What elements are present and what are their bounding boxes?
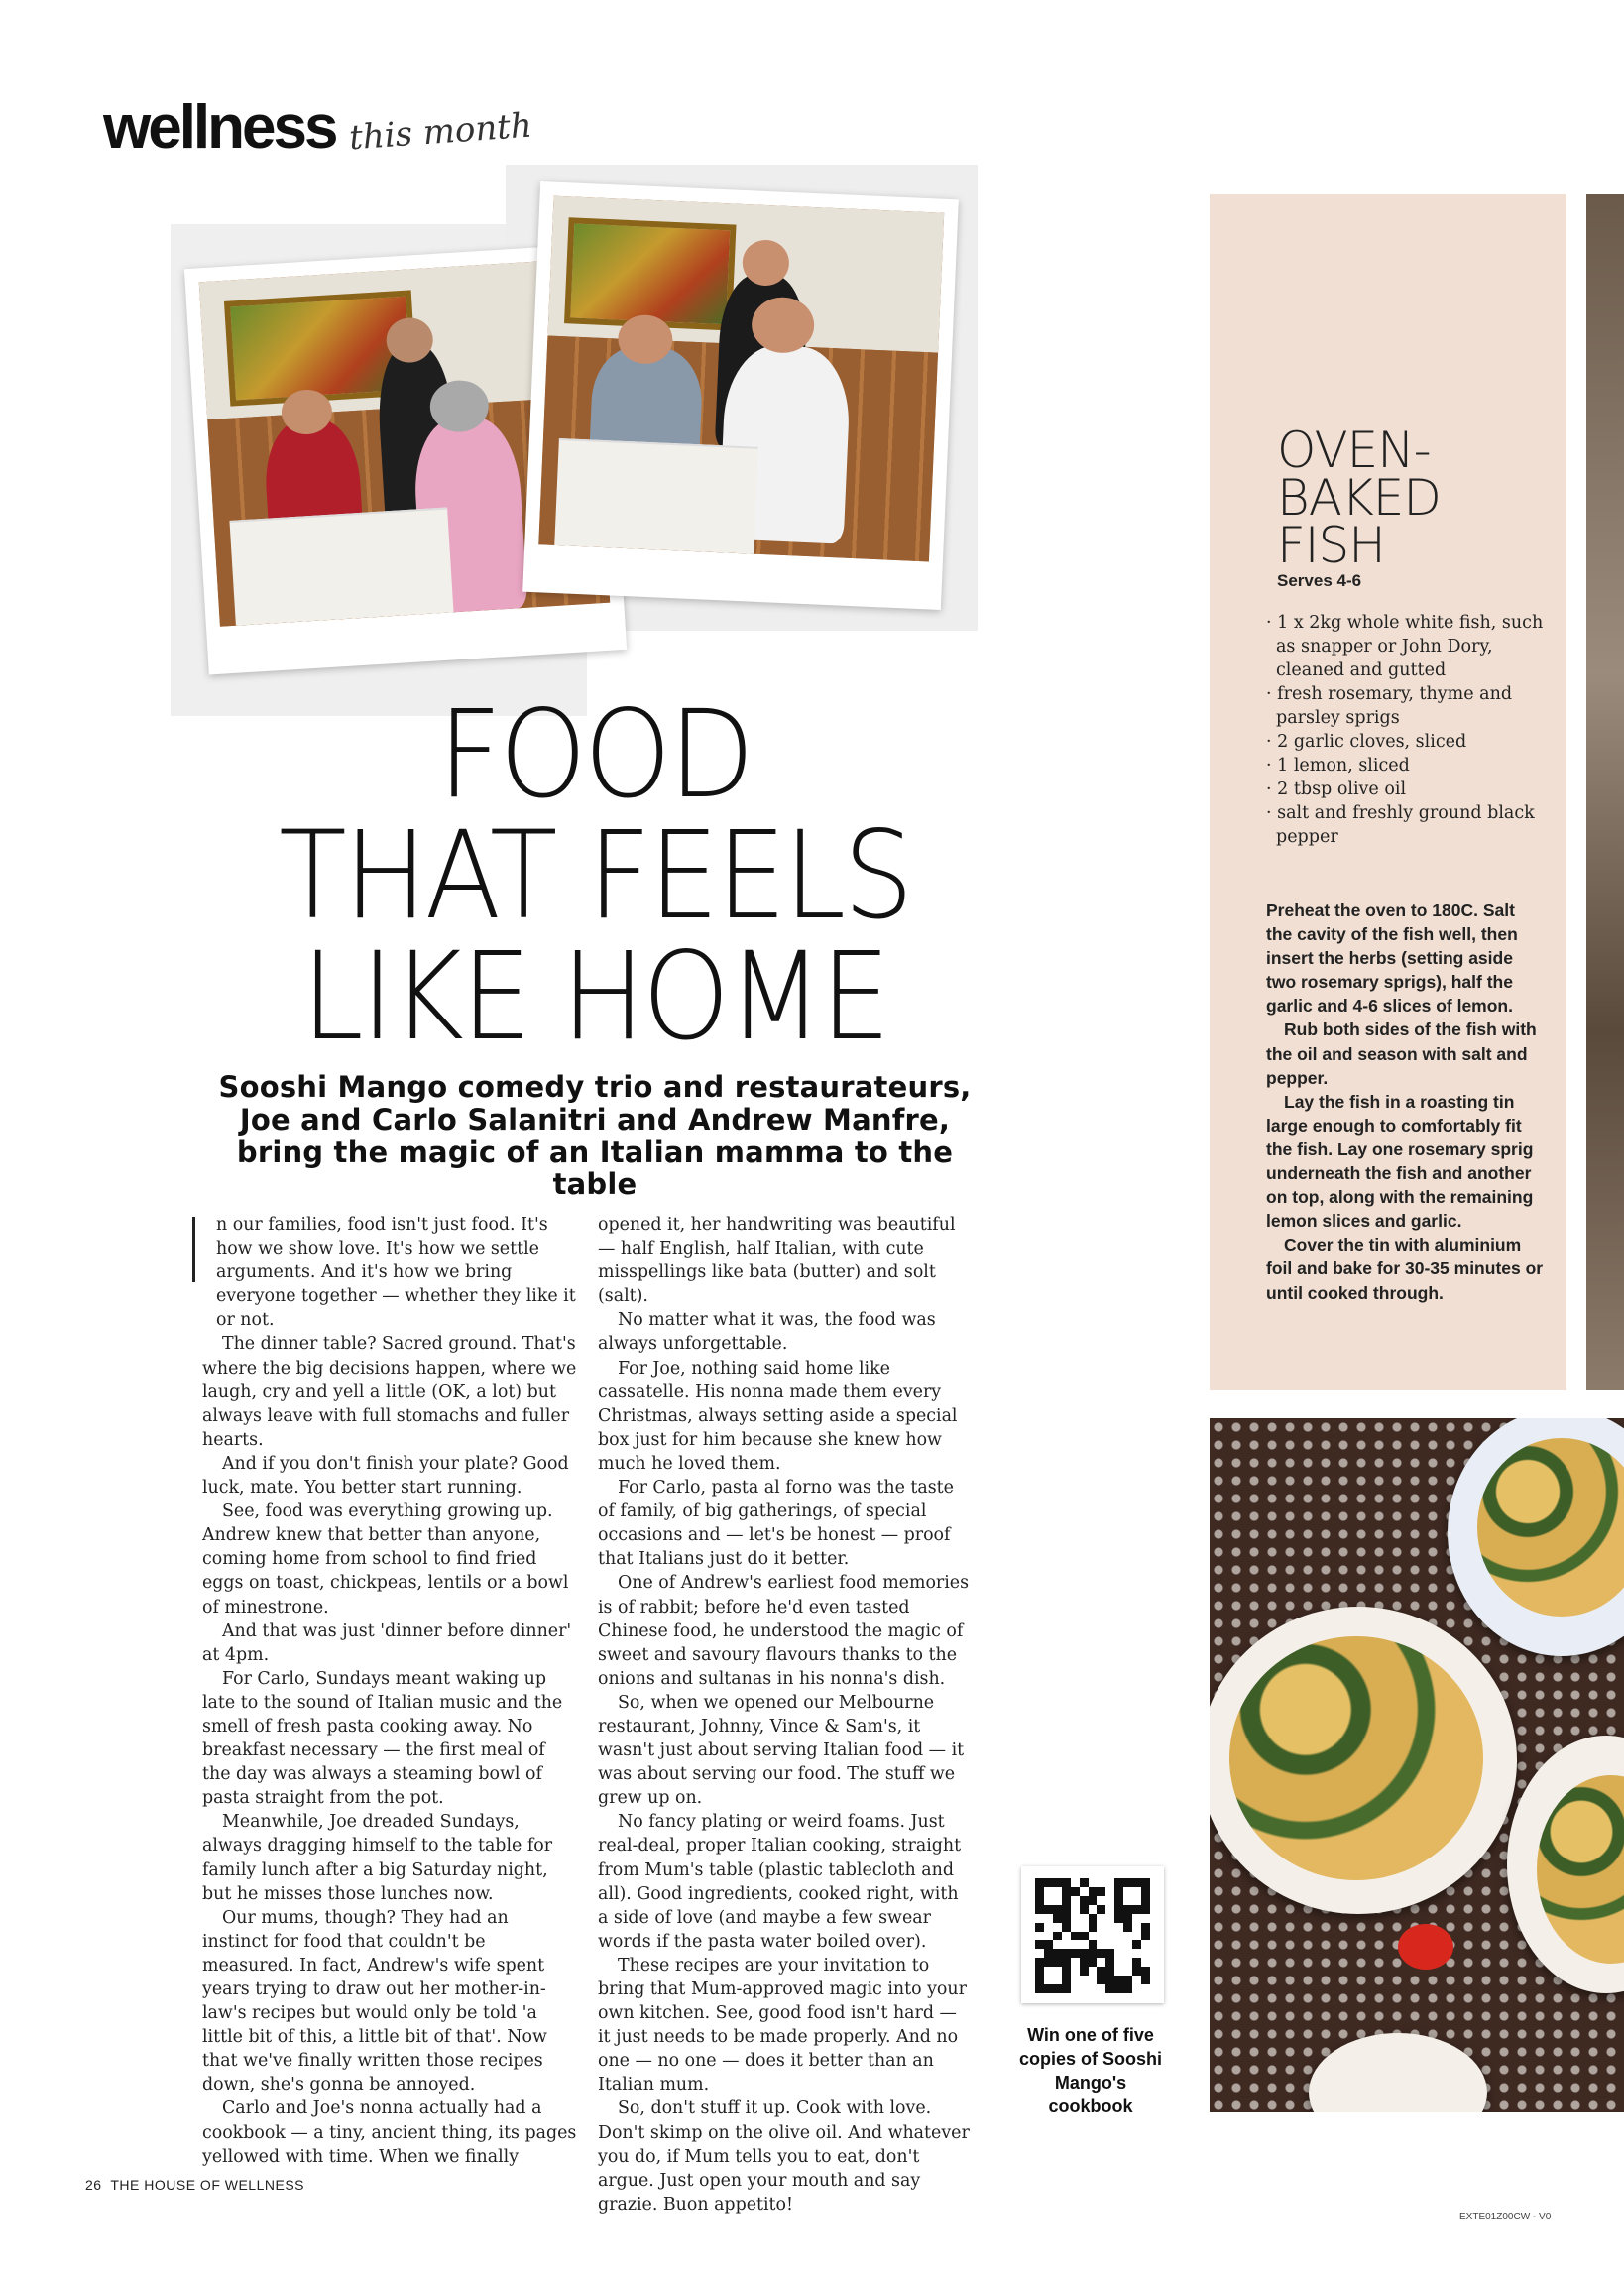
recipe-method (1266, 899, 1546, 1305)
recipe-title (1277, 421, 1441, 574)
recipe-title-line: OVEN- (1277, 421, 1431, 479)
recipe-title-line: FISH (1277, 517, 1385, 574)
drop-cap-bar (192, 1217, 195, 1282)
article-headline (159, 684, 1031, 1067)
paragraph: These recipes are your invitation to bring that Mum-approved magic into your own kitchen. See, good food isn't hard — it just needs to be made properly. And no one — no one — does it better than an Italian mum. (598, 1955, 967, 2096)
ingredient-item: · 2 garlic cloves, sliced (1266, 730, 1554, 754)
headline-line: THAT FEELS (279, 805, 911, 946)
paragraph: Carlo and Joe's nonna actually had a cookbook — a tiny, ancient thing, its pages yellowed with time. When we finally (202, 2098, 577, 2167)
section-title: wellness (103, 93, 336, 162)
ingredient-item: · salt and freshly ground black pepper (1266, 801, 1554, 849)
paragraph: So, when we opened our Melbourne restaurant, Johnny, Vince & Sam's, it wasn't just about serving Italian food — it was about serving our food. The stuff we grew up on. (598, 1692, 965, 1809)
paragraph: For Carlo, Sundays meant waking up late to the sound of Italian music and the smell of fresh pasta cooking away. No breakfast necessary — the first meal of the day was always a steaming bowl of pasta straight from the pot. (202, 1668, 563, 1809)
photo-cutlery-strip (1586, 194, 1624, 1390)
photo-orecchiette-dish (1210, 1418, 1624, 2112)
article-column-1 (202, 1213, 577, 2169)
method-step: Lay the fish in a roasting tin large enough to comfortably fit the fish. Lay one rosemary sprig underneath the fish and another on top, along with the remaining lemon slices and garlic. (1266, 1091, 1534, 1232)
method-step: Rub both sides of the fish with the oil and season with salt and pepper. (1266, 1019, 1537, 1088)
paragraph: n our families, food isn't just food. It's how we show love. It's how we settle arguments. And it's how we bring everyone together — whether they like it or not. (216, 1215, 576, 1331)
paragraph: And if you don't finish your plate? Good luck, mate. You better start running. (202, 1453, 569, 1498)
paragraph: So, don't stuff it up. Cook with love. Don't skimp on the olive oil. And whatever you do, if Mum tells you to eat, don't argue. Just open your mouth and say grazie. Buon appetito! (598, 2098, 970, 2215)
ingredient-item: · 1 lemon, sliced (1266, 754, 1554, 778)
promo-text: Win one of five copies of Sooshi Mango's cookbook (1018, 2025, 1163, 2116)
qr-code-icon[interactable] (1021, 1866, 1164, 2003)
paragraph: See, food was everything growing up. Andrew knew that better than anyone, coming home from school to find fried eggs on toast, chickpeas, lentils or a bowl of minestrone. (202, 1501, 569, 1618)
paragraph: And that was just 'dinner before dinner' at 4pm. (202, 1620, 572, 1665)
section-subtitle: this month (347, 105, 534, 159)
paragraph: Our mums, though? They had an instinct for food that couldn't be measured. In fact, Andrew's wife spent years trying to draw out her mother-in-law's recipes but would only be told 'a little bit of this, a little bit of that'. Now that we've finally written those recipes down, she's gonna be annoyed. (202, 1907, 547, 2096)
ingredient-item: · fresh rosemary, thyme and parsley sprigs (1266, 682, 1554, 730)
paragraph: No matter what it was, the food was always unforgettable. (598, 1310, 936, 1355)
print-code: EXTE01Z00CW - V0 (1459, 2212, 1552, 2222)
paragraph: The dinner table? Sacred ground. That's where the big decisions happen, where we laugh, cry and yell a little (OK, a lot) but always leave with full stomachs and fuller hearts. (202, 1334, 577, 1450)
paragraph: For Joe, nothing said home like cassatelle. His nonna made them every Christmas, always setting aside a special box just for him because she knew how much he loved them. (598, 1358, 958, 1474)
page-folio (85, 2177, 304, 2193)
ingredient-item: · 1 x 2kg whole white fish, such as snapper or John Dory, cleaned and gutted (1266, 611, 1554, 682)
page-number: 26 (85, 2177, 102, 2193)
headline-line: LIKE HOME (301, 926, 888, 1067)
recipe-serves: Serves 4-6 (1277, 571, 1362, 590)
recipe-title-line: BAKED (1277, 469, 1441, 527)
photo-trio-laughing (522, 181, 959, 610)
paragraph: No fancy plating or weird foams. Just real-deal, proper Italian cooking, straight from Mum's table (plastic tablecloth and all). Good ingredients, cooked right, with a side of love (and maybe a few swear words if the pasta water boiled over). (598, 1812, 962, 1952)
headline-line: FOOD (437, 684, 753, 825)
article-column-2 (598, 1213, 973, 2217)
qr-code-pattern (1035, 1878, 1150, 1993)
paragraph: One of Andrew's earliest food memories is of rabbit; before he'd even tasted Chinese food, he understood the magic of sweet and savoury flavours thanks to the onions and sultanas in his nonna's dish. (598, 1573, 970, 1689)
publication-name: THE HOUSE OF WELLNESS (110, 2177, 305, 2193)
ingredient-item: · 2 tbsp olive oil (1266, 778, 1554, 801)
method-step: Cover the tin with aluminium foil and bake for 30-35 minutes or until cooked through. (1266, 1235, 1544, 1303)
method-step: Preheat the oven to 180C. Salt the cavity of the fish well, then insert the herbs (setting aside two rosemary sprigs), half the garlic and 4-6 slices of lemon. (1266, 900, 1518, 1017)
paragraph: For Carlo, pasta al forno was the taste of family, of big gatherings, of special occasions and — let's be honest — proof that Italians just do it better. (598, 1478, 954, 1570)
paragraph: Meanwhile, Joe dreaded Sundays, always dragging himself to the table for family lunch after a big Saturday night, but he misses those lunches now. (202, 1812, 553, 1904)
ingredient-list (1266, 611, 1554, 849)
article-deck: Sooshi Mango comedy trio and restaurateurs, Joe and Carlo Salanitri and Andrew Manfre, bring the magic of an Italian mamma to the table (218, 1070, 972, 1202)
paragraph: opened it, her handwriting was beautiful — half English, half Italian, with cute misspellings like bata (butter) and solt (salt). (598, 1215, 956, 1307)
